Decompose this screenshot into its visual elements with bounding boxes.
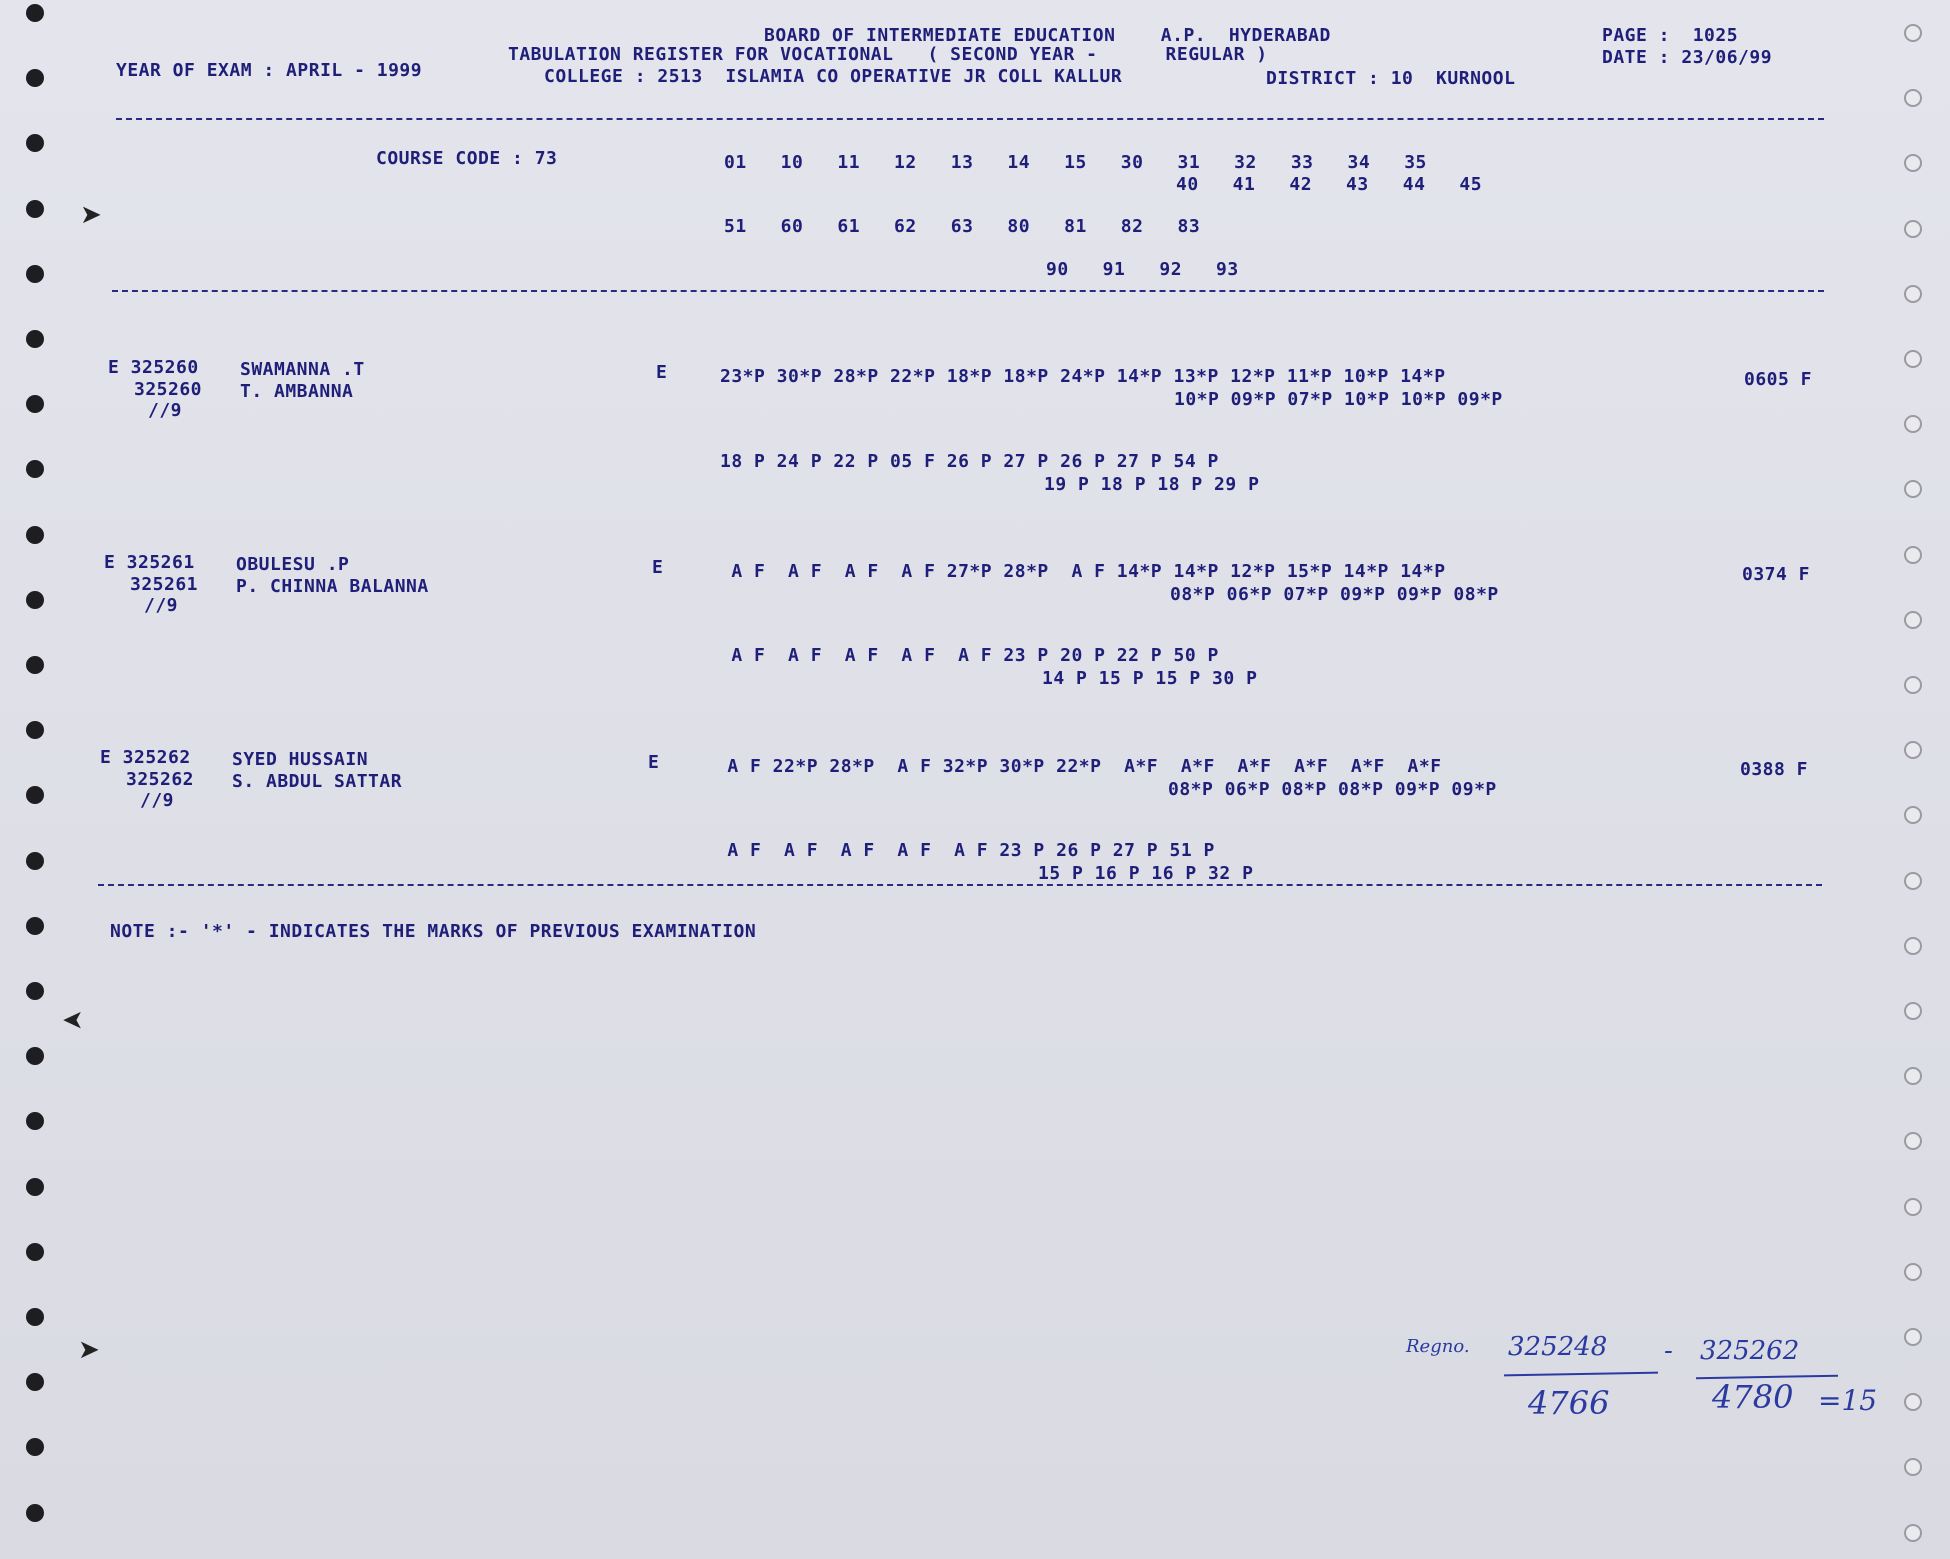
medium-flag: E: [648, 752, 660, 773]
tractor-hole: [1904, 1524, 1922, 1542]
total-result: 0605 F: [1744, 369, 1813, 390]
marks-row-3: A F A F A F A F A F 23 P 20 P 22 P 50 P: [720, 645, 1219, 666]
tractor-hole: [26, 1047, 44, 1065]
tractor-hole: [26, 69, 44, 87]
student-name: SWAMANNA .T: [240, 359, 365, 380]
total-result: 0374 F: [1742, 564, 1811, 585]
hw-underline: [1504, 1372, 1658, 1377]
hw-result: =15: [1818, 1384, 1878, 1417]
tractor-hole: [26, 4, 44, 22]
marks-row-4: 19 P 18 P 18 P 29 P: [1044, 474, 1260, 495]
separator-line: [116, 118, 1824, 120]
subject-codes-row-1: 01 10 11 12 13 14 15 30 31 32 33 34 35: [724, 152, 1427, 173]
tractor-hole: [1904, 872, 1922, 890]
tractor-hole: [1904, 1067, 1922, 1085]
register-number-repeat: 325262: [126, 769, 195, 790]
tractor-hole: [26, 1438, 44, 1456]
tractor-hole: [26, 721, 44, 739]
tractor-hole: [1904, 1132, 1922, 1150]
tractor-hole: [1904, 220, 1922, 238]
pointer-mark-icon: ➤: [80, 200, 102, 230]
page-number: PAGE : 1025: [1602, 25, 1739, 46]
tractor-hole: [26, 656, 44, 674]
hw-dash: -: [1664, 1336, 1673, 1366]
year-of-exam: YEAR OF EXAM : APRIL - 1999: [116, 60, 423, 81]
tractor-hole: [1904, 1328, 1922, 1346]
record-code: //9: [148, 400, 183, 421]
tractor-hole: [1904, 676, 1922, 694]
marks-row-1: A F 22*P 28*P A F 32*P 30*P 22*P A*F A*F A*F A*F A*F A*F: [716, 756, 1442, 777]
marks-row-1: 23*P 30*P 28*P 22*P 18*P 18*P 24*P 14*P 13*P 12*P 11*P 10*P 14*P: [720, 366, 1446, 387]
separator-line: [112, 290, 1824, 292]
marks-row-2: 08*P 06*P 07*P 09*P 09*P 08*P: [1170, 584, 1499, 605]
tractor-hole: [1904, 24, 1922, 42]
tractor-hole: [26, 460, 44, 478]
tractor-hole: [1904, 154, 1922, 172]
marks-row-1: A F A F A F A F 27*P 28*P A F 14*P 14*P 12*P 15*P 14*P 14*P: [720, 561, 1446, 582]
tractor-hole: [26, 1112, 44, 1130]
record-code: //9: [144, 595, 179, 616]
register-number-repeat: 325261: [130, 574, 199, 595]
register-number-repeat: 325260: [134, 379, 203, 400]
register-title: TABULATION REGISTER FOR VOCATIONAL ( SECOND YEAR - REGULAR ): [508, 44, 1268, 65]
tractor-hole: [1904, 937, 1922, 955]
father-name: T. AMBANNA: [240, 381, 354, 402]
tractor-holes-left: [14, 0, 54, 1559]
hw-prefix: Regno.: [1406, 1336, 1470, 1357]
subject-codes-row-1b: 40 41 42 43 44 45: [1176, 174, 1483, 195]
tractor-hole: [26, 134, 44, 152]
marks-row-3: 18 P 24 P 22 P 05 F 26 P 27 P 26 P 27 P 54 P: [720, 451, 1219, 472]
tractor-hole: [26, 200, 44, 218]
tractor-hole: [1904, 1263, 1922, 1281]
register-number: E 325260: [108, 357, 199, 378]
tractor-hole: [1904, 546, 1922, 564]
tractor-hole: [1904, 350, 1922, 368]
board-title: BOARD OF INTERMEDIATE EDUCATION A.P. HYDERABAD: [764, 25, 1331, 46]
tractor-hole: [1904, 1393, 1922, 1411]
tractor-hole: [26, 265, 44, 283]
footnote: NOTE :- '*' - INDICATES THE MARKS OF PREVIOUS EXAMINATION: [110, 921, 757, 942]
tractor-hole: [26, 917, 44, 935]
subject-codes-row-2: 51 60 61 62 63 80 81 82 83: [724, 216, 1201, 237]
tractor-hole: [26, 591, 44, 609]
marks-row-2: 10*P 09*P 07*P 10*P 10*P 09*P: [1174, 389, 1503, 410]
hw-range-start: 325248: [1508, 1332, 1608, 1362]
total-result: 0388 F: [1740, 759, 1809, 780]
medium-flag: E: [656, 362, 668, 383]
tractor-hole: [1904, 480, 1922, 498]
tractor-hole: [1904, 1458, 1922, 1476]
tractor-hole: [1904, 285, 1922, 303]
tractor-hole: [1904, 89, 1922, 107]
tractor-hole: [1904, 611, 1922, 629]
tractor-hole: [26, 1243, 44, 1261]
father-name: P. CHINNA BALANNA: [236, 576, 429, 597]
tractor-hole: [26, 786, 44, 804]
register-number: E 325262: [100, 747, 191, 768]
tractor-hole: [1904, 741, 1922, 759]
college-info: COLLEGE : 2513 ISLAMIA CO OPERATIVE JR COLL KALLUR: [544, 66, 1123, 87]
tractor-hole: [1904, 415, 1922, 433]
marks-row-2: 08*P 06*P 08*P 08*P 09*P 09*P: [1168, 779, 1497, 800]
tractor-hole: [26, 1504, 44, 1522]
register-number: E 325261: [104, 552, 195, 573]
tractor-holes-right: [1898, 0, 1938, 1559]
tractor-hole: [1904, 1198, 1922, 1216]
pointer-mark-icon: ➤: [62, 1005, 84, 1035]
hw-number-2: 4780: [1712, 1378, 1794, 1416]
separator-line: [98, 884, 1822, 886]
medium-flag: E: [652, 557, 664, 578]
tractor-hole: [26, 852, 44, 870]
hw-number-1: 4766: [1528, 1384, 1610, 1422]
student-name: SYED HUSSAIN: [232, 749, 369, 770]
father-name: S. ABDUL SATTAR: [232, 771, 403, 792]
course-code: COURSE CODE : 73: [376, 148, 558, 169]
print-date: DATE : 23/06/99: [1602, 47, 1773, 68]
tractor-hole: [26, 395, 44, 413]
marks-row-4: 15 P 16 P 16 P 32 P: [1038, 863, 1254, 884]
district-info: DISTRICT : 10 KURNOOL: [1266, 68, 1516, 89]
student-name: OBULESU .P: [236, 554, 350, 575]
tractor-hole: [26, 982, 44, 1000]
tractor-hole: [1904, 806, 1922, 824]
tractor-hole: [1904, 1002, 1922, 1020]
record-code: //9: [140, 790, 175, 811]
tractor-hole: [26, 1308, 44, 1326]
subject-codes-row-3: 90 91 92 93: [1046, 259, 1239, 280]
tractor-hole: [26, 330, 44, 348]
hw-range-end: 325262: [1700, 1336, 1800, 1366]
tractor-hole: [26, 1373, 44, 1391]
pointer-mark-icon: ➤: [78, 1335, 100, 1365]
tractor-hole: [26, 526, 44, 544]
marks-row-3: A F A F A F A F A F 23 P 26 P 27 P 51 P: [716, 840, 1215, 861]
tractor-hole: [26, 1178, 44, 1196]
marks-row-4: 14 P 15 P 15 P 30 P: [1042, 668, 1258, 689]
